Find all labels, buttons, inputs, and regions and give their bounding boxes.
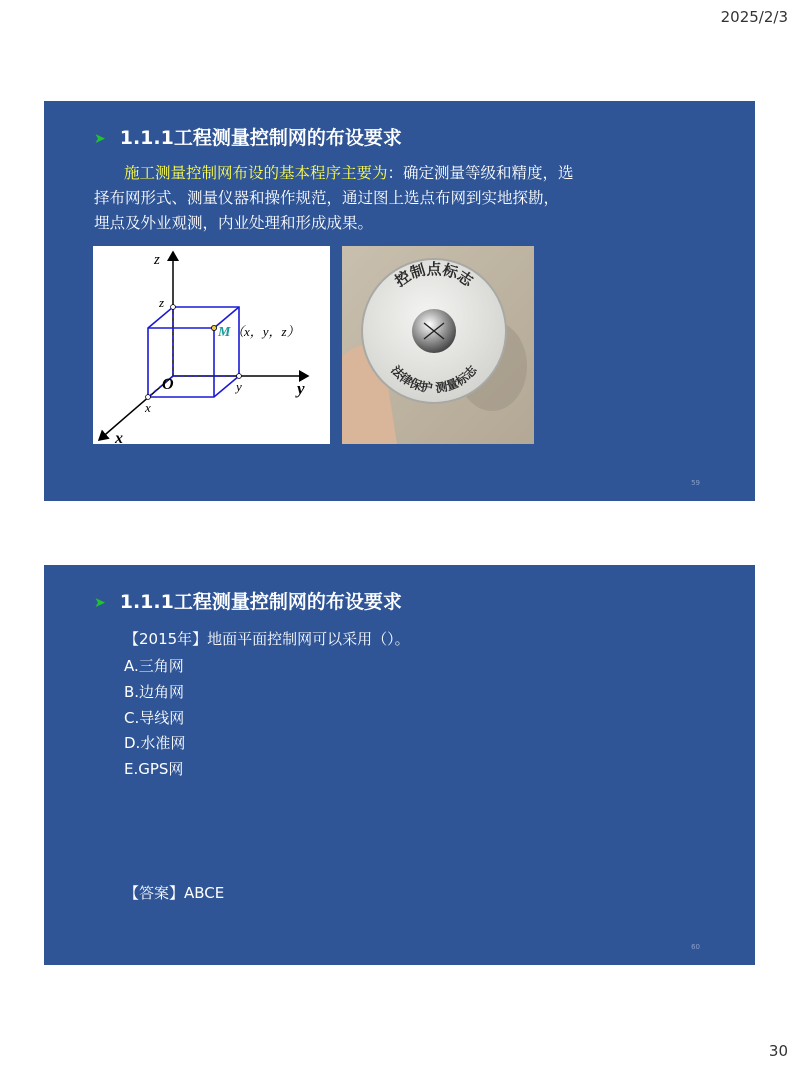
option-a: A.三角网 [124,657,184,675]
paragraph-text: ：确定测量等级和精度，选择布网形式、测量仪器和操作规范，通过图上选点布网到实地探勘，埋点及外业观测，内业处理和形成成果。 [94,164,574,232]
arrow-bullet-icon: ➤ [94,595,106,611]
z-axis-label: z [154,252,160,268]
slide-title-text: 1.1.1工程测量控制网的布设要求 [119,591,402,613]
x-tick-dot [146,395,151,400]
x-tick-label: x [145,400,151,415]
slide-title [94,123,402,150]
marker-bottom-text: 法律保护 测量标志 [388,362,480,396]
print-date: 2025/2/3 [720,8,788,26]
x-axis-label: x [115,430,123,444]
answer-text: 【答案】ABCE [124,884,225,902]
z-tick-label: z [159,295,165,310]
point-m-coords: （x，y，z） [231,324,300,339]
coordinate-system-figure [93,246,330,444]
option-b: B.边角网 [124,683,185,701]
page-number: 30 [768,1042,788,1060]
arrow-bullet-icon: ➤ [94,131,106,147]
slide-title-text: 1.1.1工程测量控制网的布设要求 [119,127,402,149]
origin-label: O [162,376,174,393]
slide-59 [44,101,755,501]
option-c: C.导线网 [124,709,185,727]
slide-paragraph [94,161,574,236]
highlighted-text: 施工测量控制网布设的基本程序主要为 [124,164,388,182]
z-tick-dot [171,305,176,310]
control-marker-photo [342,246,534,444]
marker-top-text: 控制点标志 [391,260,477,291]
option-e: E.GPS网 [124,760,184,778]
control-marker-image [342,246,534,444]
slide-number: 60 [691,943,700,951]
y-tick-label: y [236,379,242,394]
y-tick-dot [237,374,242,379]
slide-number: 59 [691,479,700,487]
y-axis-label: y [297,379,305,398]
slide-title [94,587,402,614]
point-m-dot [211,325,216,330]
point-m-label: M [218,325,231,340]
option-d: D.水准网 [124,734,186,752]
question-text: 【2015年】地面平面控制网可以采用（）。 [124,630,410,648]
slide-60 [44,565,755,965]
coordinate-system-diagram [93,246,330,444]
